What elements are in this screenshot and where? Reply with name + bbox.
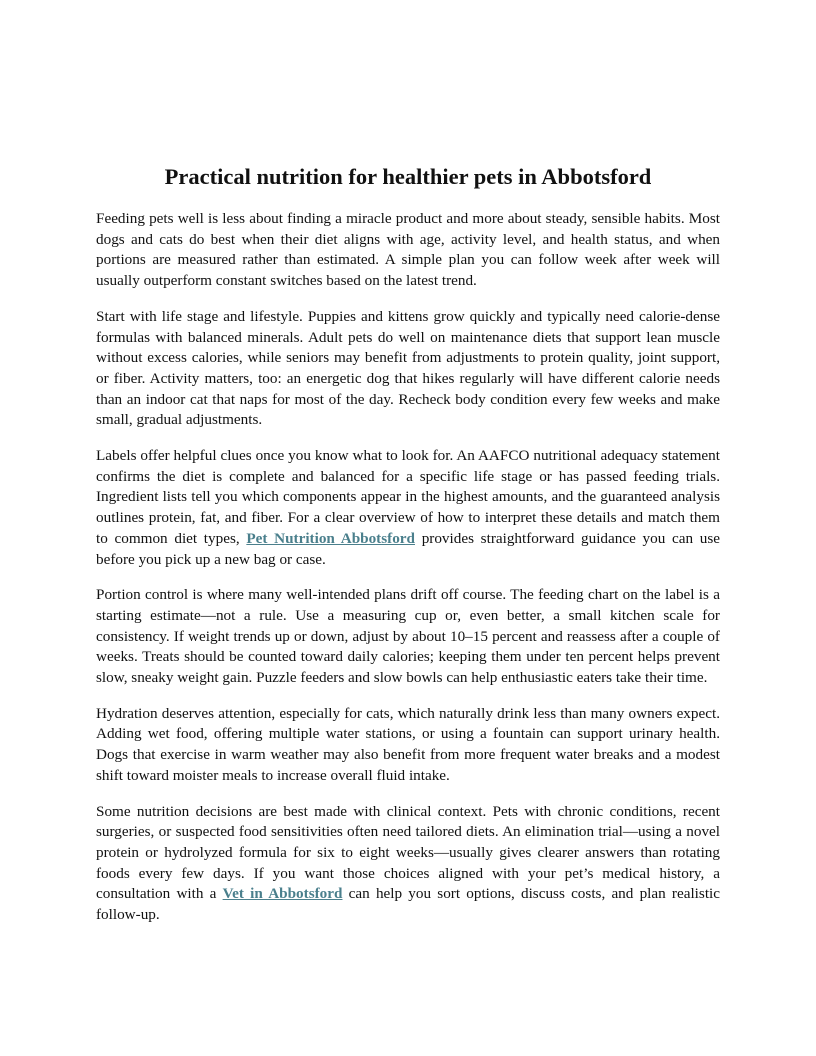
paragraph-text: Labels offer helpful clues once you know what to look for. An AAFCO nutritional adequacy statement confirms the diet is complete and balanced for a specific life stage or has passed feeding trials. Ingredient lists tell you which components appear in the highest amounts, and the guaranteed analysis outlines protein, fat, and fiber. For a clear overview of how to interpret these details and match them to common diet types, [96,447,720,547]
paragraph-text: can help you sort options, discuss costs, and plan realistic follow-up. [96,885,720,924]
document-page [96,162,720,941]
paragraph-clinical [96,802,720,926]
paragraph-life-stage: Start with life stage and lifestyle. Puppies and kittens grow quickly and typically need calorie-dense formulas with balanced minerals. Adult pets do well on maintenance diets that support lean muscle without excess calories, while seniors may benefit from adjustments to protein quality, joint support, or fiber. Activity matters, too: an energetic dog that hikes regularly will have different calorie needs than an indoor cat that naps for most of the day. Recheck body condition every few weeks and make small, gradual adjustments. [96,307,720,429]
paragraph-text: Some nutrition decisions are best made with clinical context. Pets with chronic conditions, recent surgeries, or suspected food sensitivities often need tailored diets. An elimination trial—using a novel protein or hydrolyzed formula for six to eight weeks—usually gives clearer answers than rotating foods every few days. If you want those choices aligned with your pet’s medical history, a consultation with a [96,802,720,903]
pet-nutrition-link[interactable]: Pet Nutrition Abbotsford [246,529,415,547]
paragraph-portion-control: Portion control is where many well-intended plans drift off course. The feeding chart on the label is a starting estimate—not a rule. Use a measuring cup or, even better, a small kitchen scale for consistency. If weight trends up or down, adjust by about 10–15 percent and reassess after a couple of weeks. Treats should be counted toward daily calories; keeping them under ten percent helps prevent slow, sneaky weight gain. Puzzle feeders and slow bowls can help enthusiastic eaters take their time. [96,586,720,687]
paragraph-labels [96,446,720,570]
paragraph-intro: Feeding pets well is less about finding a miracle product and more about steady, sensible habits. Most dogs and cats do best when their diet aligns with age, activity level, and health status, and when portions are measured rather than estimated. A simple plan you can follow week after week will usually outperform constant switches based on the latest trend. [96,210,720,290]
vet-link[interactable]: Vet in Abbotsford [222,885,343,903]
page-title: Practical nutrition for healthier pets in Abbotsford [164,164,652,189]
paragraph-text: provides straightforward guidance you can use before you pick up a new bag or case. [96,529,720,568]
paragraph-hydration: Hydration deserves attention, especially for cats, which naturally drink less than many owners expect. Adding wet food, offering multiple water stations, or using a fountain can support urinary health. Dogs that exercise in warm weather may also benefit from more frequent water breaks and a modest shift toward moister meals to increase overall fluid intake. [96,704,720,784]
